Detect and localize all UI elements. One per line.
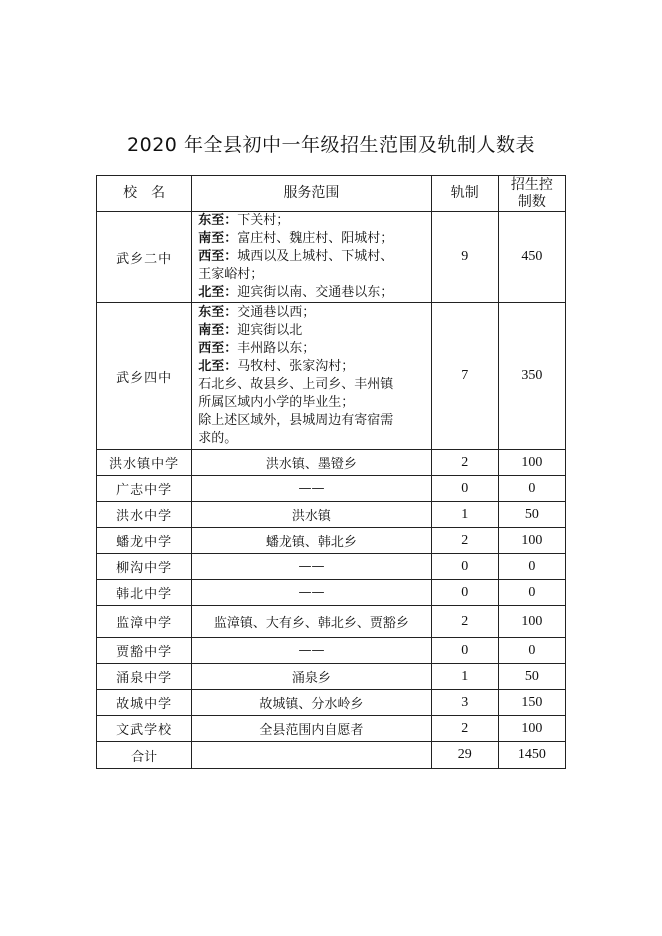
service-area-line [198,266,427,284]
service-area-line [198,248,427,266]
service-area [192,212,432,303]
school-name: 涌泉中学 [97,664,192,690]
header-tracks: 轨制 [431,176,498,212]
table-row [97,450,566,476]
service-area: —— [192,476,432,502]
enrollment-quota: 100 [498,528,565,554]
service-area-line [198,230,427,248]
track-count: 1 [431,502,498,528]
enrollment-quota: 0 [498,580,565,606]
service-area-line [198,358,427,376]
enrollment-quota: 350 [498,303,565,450]
service-area-line [198,412,427,430]
direction-label: 西至： [198,249,238,264]
service-area-text: 王家峪村； [198,267,264,282]
school-name: 文武学校 [97,716,192,742]
service-area-text: 交通巷以西； [237,305,316,320]
service-area: 故城镇、分水岭乡 [192,690,432,716]
direction-label: 南至： [198,323,238,338]
service-area: 全县范围内自愿者 [192,716,432,742]
enrollment-quota: 50 [498,664,565,690]
table-row [97,476,566,502]
track-count: 2 [431,450,498,476]
enrollment-quota: 450 [498,212,565,303]
track-count: 2 [431,606,498,638]
total-quota: 1450 [498,742,565,769]
direction-label: 东至： [198,213,238,228]
table-row [97,716,566,742]
service-area-text: 迎宾街以北 [237,323,303,338]
service-area-text: 石北乡、故县乡、上司乡、丰州镇 [198,377,394,392]
table-row [97,554,566,580]
header-area: 服务范围 [192,176,432,212]
direction-label: 南至： [198,231,238,246]
table-row [97,638,566,664]
service-area: 涌泉乡 [192,664,432,690]
service-area-line [198,376,427,394]
table-row [97,212,566,303]
service-area-line [198,284,427,302]
track-count: 3 [431,690,498,716]
total-tracks: 29 [431,742,498,769]
enrollment-quota: 0 [498,554,565,580]
enrollment-quota: 100 [498,450,565,476]
school-name: 监漳中学 [97,606,192,638]
total-row [97,742,566,769]
service-area: 蟠龙镇、韩北乡 [192,528,432,554]
table-row [97,606,566,638]
school-name: 柳沟中学 [97,554,192,580]
track-count: 0 [431,638,498,664]
table-row [97,303,566,450]
service-area [192,303,432,450]
service-area-line [198,430,427,448]
service-area: —— [192,580,432,606]
table-row [97,664,566,690]
service-area-text: 富庄村、魏庄村、阳城村； [237,231,394,246]
service-area: —— [192,638,432,664]
service-area-text: 丰州路以东； [237,341,316,356]
enrollment-table [96,175,566,769]
school-name: 洪水镇中学 [97,450,192,476]
enrollment-quota: 100 [498,606,565,638]
service-area-text: 除上述区域外，县城周边有寄宿需 [198,413,394,428]
direction-label: 北至： [198,285,238,300]
service-area-line [198,304,427,322]
header-row [97,176,566,212]
table-row [97,690,566,716]
table-row [97,502,566,528]
track-count: 2 [431,716,498,742]
total-area [192,742,432,769]
service-area-line [198,212,427,230]
total-label: 合计 [97,742,192,769]
school-name: 蟠龙中学 [97,528,192,554]
service-area-text: 城西以及上城村、下城村、 [237,249,394,264]
track-count: 2 [431,528,498,554]
track-count: 7 [431,303,498,450]
track-count: 9 [431,212,498,303]
service-area-text: 迎宾街以南、交通巷以东； [237,285,394,300]
school-name: 故城中学 [97,690,192,716]
service-area-line [198,322,427,340]
header-quota: 招生控制数 [498,176,565,212]
service-area-text: 下关村； [237,213,290,228]
service-area: —— [192,554,432,580]
school-name: 武乡二中 [97,212,192,303]
service-area: 洪水镇、墨镫乡 [192,450,432,476]
school-name: 武乡四中 [97,303,192,450]
enrollment-quota: 50 [498,502,565,528]
table-row [97,580,566,606]
direction-label: 西至： [198,341,238,356]
enrollment-quota: 150 [498,690,565,716]
service-area-text: 所属区域内小学的毕业生； [198,395,355,410]
service-area: 洪水镇 [192,502,432,528]
direction-label: 东至： [198,305,238,320]
track-count: 1 [431,664,498,690]
track-count: 0 [431,554,498,580]
service-area-text: 马牧村、张家沟村； [237,359,355,374]
direction-label: 北至： [198,359,238,374]
service-area-line [198,340,427,358]
track-count: 0 [431,476,498,502]
service-area-line [198,394,427,412]
enrollment-quota: 0 [498,476,565,502]
enrollment-quota: 0 [498,638,565,664]
school-name: 广志中学 [97,476,192,502]
service-area: 监漳镇、大有乡、韩北乡、贾豁乡 [192,606,432,638]
table-row [97,528,566,554]
school-name: 洪水中学 [97,502,192,528]
school-name: 贾豁中学 [97,638,192,664]
page-title: 2020 年全县初中一年级招生范围及轨制人数表 [127,134,535,156]
header-school: 校 名 [97,176,192,212]
school-name: 韩北中学 [97,580,192,606]
enrollment-quota: 100 [498,716,565,742]
track-count: 0 [431,580,498,606]
service-area-text: 求的。 [198,431,238,446]
